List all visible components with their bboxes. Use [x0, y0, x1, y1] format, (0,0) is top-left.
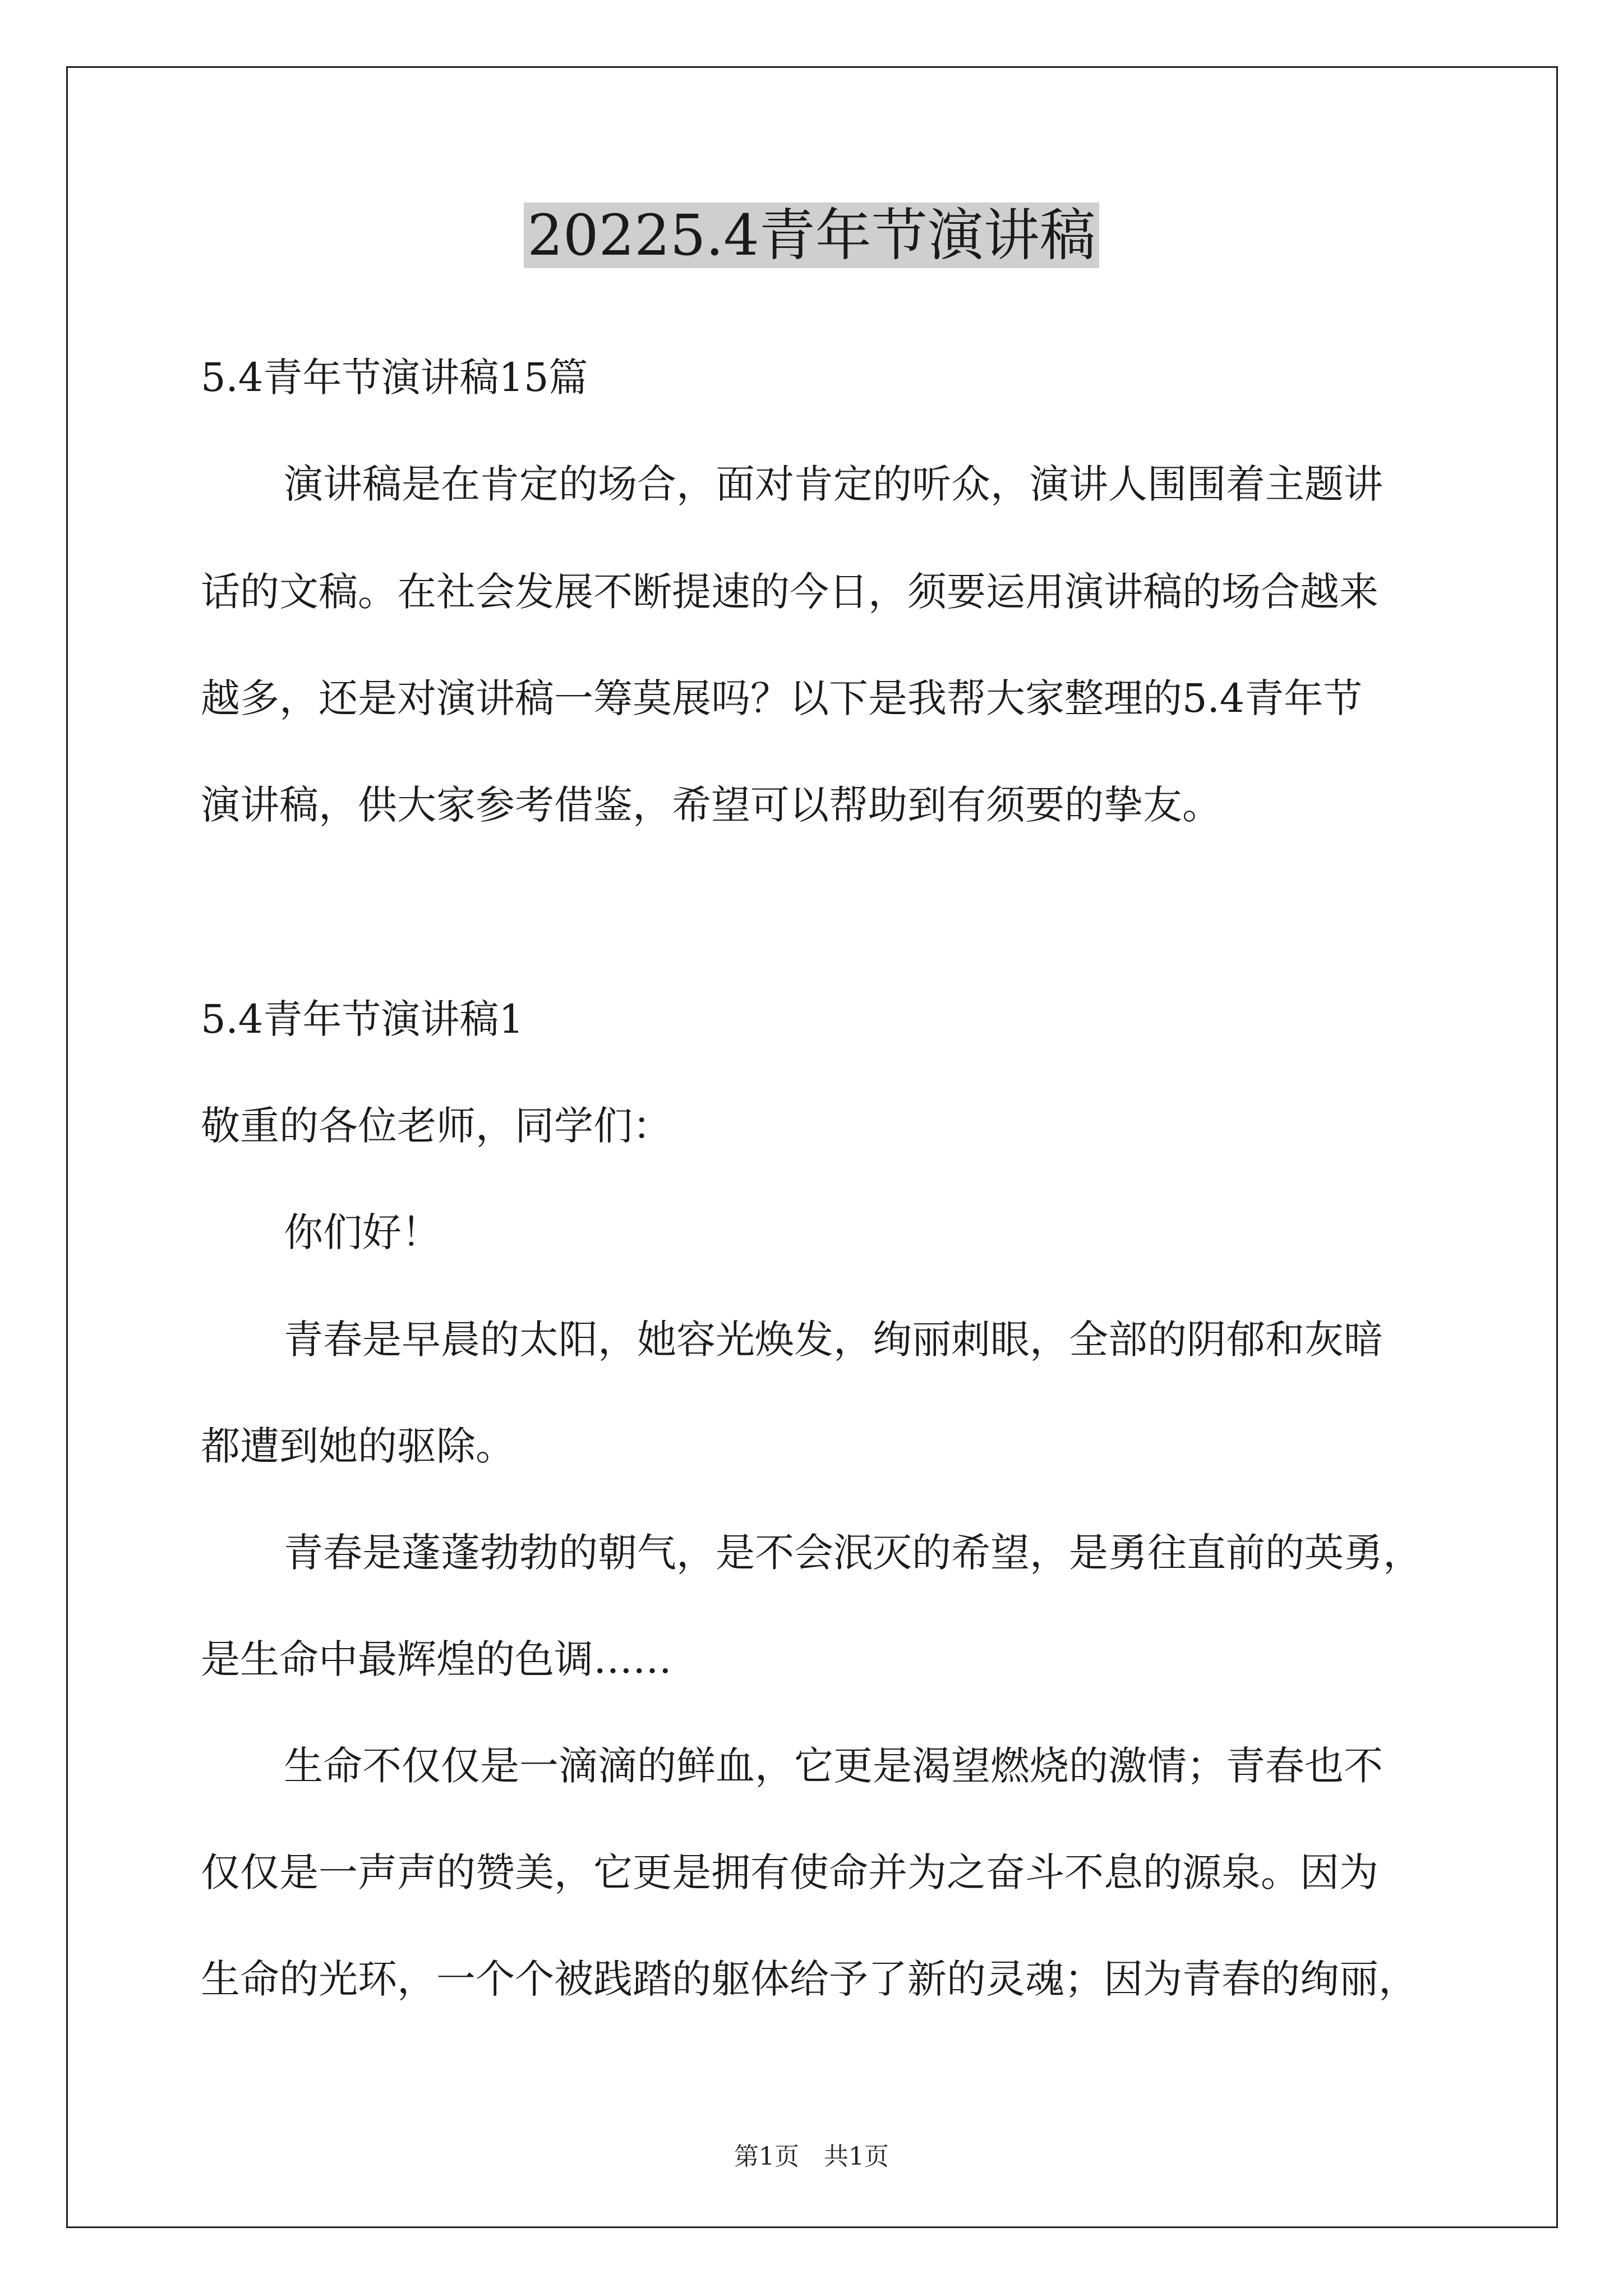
- paragraph-line: 是生命中最辉煌的色调……: [201, 1636, 672, 1682]
- paragraph-line: 青春是早晨的太阳，她容光焕发，绚丽刺眼，全部的阴郁和灰暗: [284, 1317, 1383, 1363]
- intro-line: 演讲稿是在肯定的场合，面对肯定的听众，演讲人围围着主题讲: [284, 461, 1383, 507]
- intro-line: 越多，还是对演讲稿一筹莫展吗？以下是我帮大家整理的5.4青年节: [201, 675, 1363, 721]
- page-footer: [0, 2140, 1623, 2174]
- paragraph-line: 生命不仅仅是一滴滴的鲜血，它更是渴望燃烧的激情；青春也不: [284, 1743, 1383, 1789]
- paragraph-line: 仅仅是一声声的赞美，它更是拥有使命并为之奋斗不息的源泉。因为: [201, 1849, 1378, 1895]
- salutation: 敬重的各位老师，同学们：: [201, 1103, 672, 1149]
- document-title: [0, 196, 1623, 275]
- paragraph-line: 都遭到她的驱除。: [201, 1423, 515, 1469]
- intro-line: 演讲稿，供大家参考借鉴，希望可以帮助到有须要的挚友。: [201, 782, 1221, 828]
- paragraph-line: 生命的光环，一个个被践踏的躯体给予了新的灵魂；因为青春的绚丽，: [201, 1956, 1418, 2002]
- greeting: 你们好！: [284, 1209, 441, 1255]
- intro-line: 话的文稿。在社会发展不断提速的今日，须要运用演讲稿的场合越来: [201, 569, 1378, 615]
- paragraph-line: 青春是蓬蓬勃勃的朝气，是不会泯灭的希望，是勇往直前的英勇，: [284, 1530, 1422, 1576]
- page-number: 第1页 共1页: [734, 2142, 889, 2171]
- section-heading: 5.4青年节演讲稿1: [201, 996, 524, 1042]
- subtitle: 5.4青年节演讲稿15篇: [201, 355, 588, 401]
- document-title-text: 20225.4青年节演讲稿: [524, 203, 1099, 268]
